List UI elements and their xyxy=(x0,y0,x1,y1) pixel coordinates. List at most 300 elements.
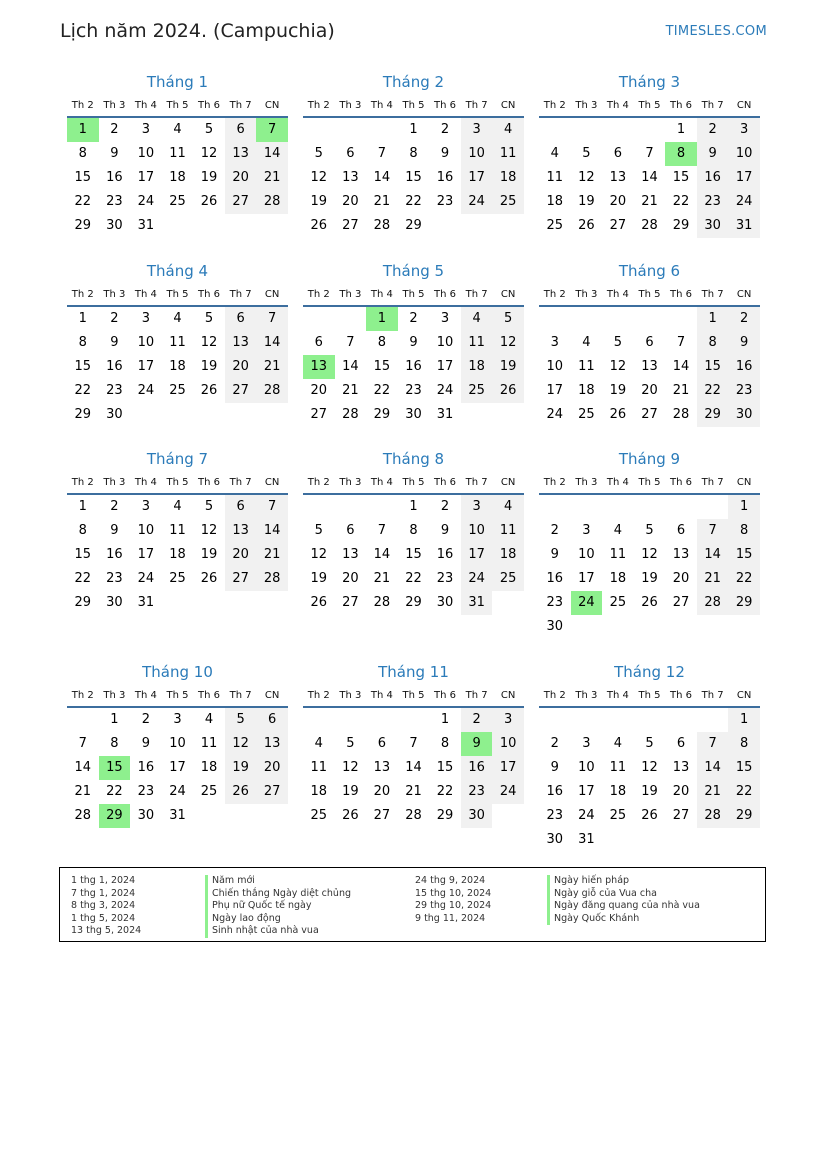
day-cell[interactable]: 20 xyxy=(609,194,627,209)
day-cell[interactable]: 14 xyxy=(373,547,391,562)
day-cell[interactable]: 29 xyxy=(74,595,92,610)
day-cell[interactable]: 1 xyxy=(78,499,87,514)
day-cell[interactable]: 24 xyxy=(492,780,524,804)
day-cell[interactable]: 10 xyxy=(137,146,155,161)
day-cell[interactable]: 22 xyxy=(106,784,123,799)
day-cell[interactable]: 12 xyxy=(310,547,328,562)
day-cell[interactable]: 3 xyxy=(461,495,493,519)
day-cell[interactable]: 8 xyxy=(110,736,119,751)
day-cell[interactable]: 18 xyxy=(169,359,186,374)
day-cell[interactable]: 4 xyxy=(613,736,623,751)
day-cell[interactable]: 29 xyxy=(728,804,760,828)
day-cell[interactable]: 27 xyxy=(373,808,391,823)
day-cell[interactable]: 22 xyxy=(697,379,729,403)
day-cell[interactable]: 28 xyxy=(373,595,391,610)
day-cell[interactable]: 1 xyxy=(728,495,760,519)
day-cell[interactable]: 24 xyxy=(578,808,595,823)
day-cell[interactable]: 9 xyxy=(110,146,119,161)
day-cell[interactable]: 24 xyxy=(728,190,760,214)
day-cell[interactable]: 13 xyxy=(373,760,391,775)
day-cell[interactable]: 14 xyxy=(342,359,359,374)
day-cell[interactable]: 15 xyxy=(728,543,760,567)
day-cell[interactable]: 23 xyxy=(106,571,123,586)
day-cell[interactable]: 24 xyxy=(461,190,493,214)
day-cell[interactable]: 21 xyxy=(256,543,288,567)
day-cell[interactable]: 5 xyxy=(645,523,654,538)
day-cell[interactable]: 22 xyxy=(728,567,760,591)
day-cell[interactable]: 1 xyxy=(409,499,418,514)
day-cell[interactable]: 27 xyxy=(609,218,627,233)
holiday-day-cell[interactable]: 7 xyxy=(256,118,288,142)
day-cell[interactable]: 8 xyxy=(377,335,387,350)
day-cell[interactable]: 30 xyxy=(436,595,454,610)
day-cell[interactable]: 23 xyxy=(405,383,422,398)
day-cell[interactable]: 21 xyxy=(342,383,359,398)
day-cell[interactable]: 26 xyxy=(578,218,595,233)
day-cell[interactable]: 27 xyxy=(672,595,690,610)
day-cell[interactable]: 6 xyxy=(613,146,623,161)
day-cell[interactable]: 23 xyxy=(436,571,454,586)
day-cell[interactable]: 31 xyxy=(137,218,155,233)
day-cell[interactable]: 26 xyxy=(200,383,218,398)
day-cell[interactable]: 26 xyxy=(200,194,218,209)
day-cell[interactable]: 1 xyxy=(728,708,760,732)
day-cell[interactable]: 29 xyxy=(436,808,454,823)
day-cell[interactable]: 25 xyxy=(578,407,595,422)
day-cell[interactable]: 1 xyxy=(676,122,686,137)
day-cell[interactable]: 1 xyxy=(409,122,418,137)
day-cell[interactable]: 6 xyxy=(314,335,323,350)
day-cell[interactable]: 24 xyxy=(436,383,454,398)
day-cell[interactable]: 30 xyxy=(546,832,564,847)
day-cell[interactable]: 15 xyxy=(728,756,760,780)
day-cell[interactable]: 15 xyxy=(74,170,92,185)
day-cell[interactable]: 2 xyxy=(110,499,119,514)
day-cell[interactable]: 2 xyxy=(440,499,450,514)
day-cell[interactable]: 22 xyxy=(373,383,391,398)
day-cell[interactable]: 12 xyxy=(200,146,218,161)
day-cell[interactable]: 6 xyxy=(676,523,686,538)
day-cell[interactable]: 25 xyxy=(492,567,524,591)
day-cell[interactable]: 20 xyxy=(225,166,257,190)
day-cell[interactable]: 28 xyxy=(697,591,729,615)
day-cell[interactable]: 9 xyxy=(440,146,450,161)
day-cell[interactable]: 16 xyxy=(546,571,564,586)
day-cell[interactable]: 13 xyxy=(672,547,690,562)
day-cell[interactable]: 28 xyxy=(697,804,729,828)
day-cell[interactable]: 10 xyxy=(169,736,186,751)
day-cell[interactable]: 18 xyxy=(609,784,627,799)
day-cell[interactable]: 8 xyxy=(440,736,450,751)
day-cell[interactable]: 3 xyxy=(440,311,450,326)
day-cell[interactable]: 17 xyxy=(461,543,493,567)
day-cell[interactable]: 8 xyxy=(78,523,87,538)
day-cell[interactable]: 3 xyxy=(492,708,524,732)
day-cell[interactable]: 17 xyxy=(137,547,155,562)
day-cell[interactable]: 9 xyxy=(409,335,418,350)
day-cell[interactable]: 7 xyxy=(377,523,387,538)
day-cell[interactable]: 26 xyxy=(492,379,524,403)
day-cell[interactable]: 14 xyxy=(697,543,729,567)
day-cell[interactable]: 18 xyxy=(169,170,186,185)
day-cell[interactable]: 13 xyxy=(225,142,257,166)
day-cell[interactable]: 11 xyxy=(578,359,595,374)
day-cell[interactable]: 3 xyxy=(173,712,182,727)
day-cell[interactable]: 22 xyxy=(74,383,92,398)
day-cell[interactable]: 31 xyxy=(169,808,186,823)
day-cell[interactable]: 24 xyxy=(137,383,155,398)
day-cell[interactable]: 3 xyxy=(582,523,591,538)
day-cell[interactable]: 7 xyxy=(676,335,686,350)
day-cell[interactable]: 22 xyxy=(405,571,422,586)
day-cell[interactable]: 11 xyxy=(200,736,218,751)
day-cell[interactable]: 10 xyxy=(728,142,760,166)
day-cell[interactable]: 5 xyxy=(225,708,257,732)
day-cell[interactable]: 11 xyxy=(461,331,493,355)
day-cell[interactable]: 5 xyxy=(492,307,524,331)
day-cell[interactable]: 13 xyxy=(225,519,257,543)
day-cell[interactable]: 8 xyxy=(78,335,87,350)
day-cell[interactable]: 4 xyxy=(613,523,623,538)
day-cell[interactable]: 9 xyxy=(110,523,119,538)
day-cell[interactable]: 19 xyxy=(609,383,627,398)
day-cell[interactable]: 25 xyxy=(461,379,493,403)
day-cell[interactable]: 6 xyxy=(225,307,257,331)
day-cell[interactable]: 16 xyxy=(546,784,564,799)
day-cell[interactable]: 21 xyxy=(373,194,391,209)
holiday-day-cell[interactable]: 29 xyxy=(99,804,131,828)
day-cell[interactable]: 25 xyxy=(492,190,524,214)
day-cell[interactable]: 14 xyxy=(256,519,288,543)
day-cell[interactable]: 18 xyxy=(169,547,186,562)
day-cell[interactable]: 29 xyxy=(405,595,422,610)
day-cell[interactable]: 13 xyxy=(641,359,658,374)
day-cell[interactable]: 17 xyxy=(436,359,454,374)
day-cell[interactable]: 27 xyxy=(641,407,658,422)
day-cell[interactable]: 12 xyxy=(200,335,218,350)
day-cell[interactable]: 19 xyxy=(310,194,328,209)
day-cell[interactable]: 14 xyxy=(256,142,288,166)
day-cell[interactable]: 4 xyxy=(314,736,323,751)
day-cell[interactable]: 3 xyxy=(582,736,591,751)
day-cell[interactable]: 24 xyxy=(137,571,155,586)
day-cell[interactable]: 23 xyxy=(461,780,493,804)
holiday-day-cell[interactable]: 1 xyxy=(366,307,398,331)
day-cell[interactable]: 21 xyxy=(641,194,658,209)
day-cell[interactable]: 4 xyxy=(492,118,524,142)
day-cell[interactable]: 2 xyxy=(141,712,151,727)
day-cell[interactable]: 7 xyxy=(256,495,288,519)
holiday-day-cell[interactable]: 24 xyxy=(571,591,603,615)
day-cell[interactable]: 8 xyxy=(697,331,729,355)
day-cell[interactable]: 14 xyxy=(405,760,422,775)
day-cell[interactable]: 16 xyxy=(436,170,454,185)
day-cell[interactable]: 22 xyxy=(74,571,92,586)
day-cell[interactable]: 19 xyxy=(641,784,658,799)
day-cell[interactable]: 20 xyxy=(373,784,391,799)
day-cell[interactable]: 5 xyxy=(346,736,355,751)
day-cell[interactable]: 3 xyxy=(141,122,151,137)
holiday-day-cell[interactable]: 13 xyxy=(303,355,335,379)
day-cell[interactable]: 21 xyxy=(373,571,391,586)
day-cell[interactable]: 13 xyxy=(609,170,627,185)
day-cell[interactable]: 20 xyxy=(641,383,658,398)
day-cell[interactable]: 30 xyxy=(546,619,564,634)
day-cell[interactable]: 15 xyxy=(74,547,92,562)
day-cell[interactable]: 20 xyxy=(310,383,328,398)
day-cell[interactable]: 10 xyxy=(578,760,595,775)
day-cell[interactable]: 28 xyxy=(74,808,92,823)
day-cell[interactable]: 4 xyxy=(492,495,524,519)
day-cell[interactable]: 17 xyxy=(137,359,155,374)
day-cell[interactable]: 12 xyxy=(578,170,595,185)
day-cell[interactable]: 1 xyxy=(697,307,729,331)
day-cell[interactable]: 14 xyxy=(672,359,690,374)
holiday-day-cell[interactable]: 9 xyxy=(461,732,493,756)
day-cell[interactable]: 26 xyxy=(310,595,328,610)
day-cell[interactable]: 16 xyxy=(697,166,729,190)
day-cell[interactable]: 28 xyxy=(672,407,690,422)
day-cell[interactable]: 21 xyxy=(405,784,422,799)
day-cell[interactable]: 16 xyxy=(106,547,123,562)
day-cell[interactable]: 24 xyxy=(546,407,564,422)
day-cell[interactable]: 11 xyxy=(492,519,524,543)
day-cell[interactable]: 29 xyxy=(373,407,391,422)
day-cell[interactable]: 7 xyxy=(645,146,654,161)
day-cell[interactable]: 11 xyxy=(310,760,328,775)
day-cell[interactable]: 29 xyxy=(697,403,729,427)
day-cell[interactable]: 12 xyxy=(641,760,658,775)
day-cell[interactable]: 30 xyxy=(106,595,123,610)
day-cell[interactable]: 1 xyxy=(110,712,119,727)
day-cell[interactable]: 15 xyxy=(74,359,92,374)
day-cell[interactable]: 13 xyxy=(342,547,359,562)
day-cell[interactable]: 27 xyxy=(225,379,257,403)
day-cell[interactable]: 7 xyxy=(78,736,87,751)
day-cell[interactable]: 6 xyxy=(225,495,257,519)
day-cell[interactable]: 5 xyxy=(582,146,591,161)
day-cell[interactable]: 8 xyxy=(728,732,760,756)
day-cell[interactable]: 16 xyxy=(137,760,155,775)
day-cell[interactable]: 25 xyxy=(200,784,218,799)
day-cell[interactable]: 30 xyxy=(137,808,155,823)
day-cell[interactable]: 7 xyxy=(409,736,418,751)
day-cell[interactable]: 19 xyxy=(641,571,658,586)
day-cell[interactable]: 2 xyxy=(550,736,559,751)
day-cell[interactable]: 13 xyxy=(225,331,257,355)
day-cell[interactable]: 2 xyxy=(728,307,760,331)
day-cell[interactable]: 22 xyxy=(74,194,92,209)
day-cell[interactable]: 11 xyxy=(169,146,186,161)
day-cell[interactable]: 9 xyxy=(110,335,119,350)
day-cell[interactable]: 27 xyxy=(342,595,359,610)
day-cell[interactable]: 10 xyxy=(461,519,493,543)
day-cell[interactable]: 8 xyxy=(78,146,87,161)
day-cell[interactable]: 12 xyxy=(641,547,658,562)
day-cell[interactable]: 2 xyxy=(409,311,418,326)
day-cell[interactable]: 13 xyxy=(672,760,690,775)
day-cell[interactable]: 20 xyxy=(342,194,359,209)
day-cell[interactable]: 22 xyxy=(405,194,422,209)
day-cell[interactable]: 14 xyxy=(373,170,391,185)
day-cell[interactable]: 2 xyxy=(440,122,450,137)
day-cell[interactable]: 18 xyxy=(492,166,524,190)
day-cell[interactable]: 19 xyxy=(492,355,524,379)
day-cell[interactable]: 5 xyxy=(645,736,654,751)
holiday-day-cell[interactable]: 15 xyxy=(99,756,131,780)
day-cell[interactable]: 19 xyxy=(200,170,218,185)
day-cell[interactable]: 3 xyxy=(461,118,493,142)
day-cell[interactable]: 6 xyxy=(225,118,257,142)
day-cell[interactable]: 19 xyxy=(342,784,359,799)
day-cell[interactable]: 23 xyxy=(106,383,123,398)
day-cell[interactable]: 4 xyxy=(550,146,559,161)
day-cell[interactable]: 23 xyxy=(728,379,760,403)
day-cell[interactable]: 17 xyxy=(578,571,595,586)
day-cell[interactable]: 28 xyxy=(641,218,658,233)
day-cell[interactable]: 1 xyxy=(78,311,87,326)
day-cell[interactable]: 25 xyxy=(609,808,627,823)
day-cell[interactable]: 6 xyxy=(346,146,355,161)
day-cell[interactable]: 14 xyxy=(641,170,658,185)
day-cell[interactable]: 2 xyxy=(461,708,493,732)
day-cell[interactable]: 5 xyxy=(314,146,323,161)
day-cell[interactable]: 15 xyxy=(672,170,690,185)
day-cell[interactable]: 18 xyxy=(546,194,564,209)
day-cell[interactable]: 11 xyxy=(169,523,186,538)
day-cell[interactable]: 19 xyxy=(200,547,218,562)
day-cell[interactable]: 2 xyxy=(110,122,119,137)
day-cell[interactable]: 25 xyxy=(609,595,627,610)
day-cell[interactable]: 18 xyxy=(200,760,218,775)
day-cell[interactable]: 19 xyxy=(310,571,328,586)
day-cell[interactable]: 18 xyxy=(310,784,328,799)
day-cell[interactable]: 13 xyxy=(256,732,288,756)
day-cell[interactable]: 31 xyxy=(728,214,760,238)
day-cell[interactable]: 17 xyxy=(546,383,564,398)
day-cell[interactable]: 30 xyxy=(728,403,760,427)
day-cell[interactable]: 4 xyxy=(204,712,214,727)
day-cell[interactable]: 30 xyxy=(106,218,123,233)
day-cell[interactable]: 20 xyxy=(672,571,690,586)
day-cell[interactable]: 3 xyxy=(550,335,559,350)
day-cell[interactable]: 14 xyxy=(697,756,729,780)
day-cell[interactable]: 8 xyxy=(728,519,760,543)
day-cell[interactable]: 2 xyxy=(697,118,729,142)
day-cell[interactable]: 12 xyxy=(342,760,359,775)
day-cell[interactable]: 17 xyxy=(492,756,524,780)
day-cell[interactable]: 6 xyxy=(645,335,654,350)
day-cell[interactable]: 30 xyxy=(461,804,493,828)
day-cell[interactable]: 4 xyxy=(173,499,182,514)
day-cell[interactable]: 12 xyxy=(225,732,257,756)
day-cell[interactable]: 29 xyxy=(672,218,690,233)
day-cell[interactable]: 10 xyxy=(578,547,595,562)
day-cell[interactable]: 4 xyxy=(173,311,182,326)
day-cell[interactable]: 21 xyxy=(672,383,690,398)
day-cell[interactable]: 10 xyxy=(137,523,155,538)
day-cell[interactable]: 7 xyxy=(377,146,387,161)
day-cell[interactable]: 30 xyxy=(106,407,123,422)
day-cell[interactable]: 21 xyxy=(256,166,288,190)
day-cell[interactable]: 19 xyxy=(225,756,257,780)
day-cell[interactable]: 14 xyxy=(74,760,92,775)
day-cell[interactable]: 21 xyxy=(697,567,729,591)
day-cell[interactable]: 8 xyxy=(409,146,418,161)
day-cell[interactable]: 2 xyxy=(550,523,559,538)
day-cell[interactable]: 15 xyxy=(373,359,391,374)
day-cell[interactable]: 27 xyxy=(672,808,690,823)
day-cell[interactable]: 23 xyxy=(546,808,564,823)
day-cell[interactable]: 22 xyxy=(436,784,454,799)
day-cell[interactable]: 3 xyxy=(141,499,151,514)
day-cell[interactable]: 17 xyxy=(169,760,186,775)
day-cell[interactable]: 3 xyxy=(141,311,151,326)
day-cell[interactable]: 29 xyxy=(728,591,760,615)
day-cell[interactable]: 16 xyxy=(106,170,123,185)
day-cell[interactable]: 11 xyxy=(546,170,564,185)
day-cell[interactable]: 5 xyxy=(613,335,623,350)
day-cell[interactable]: 29 xyxy=(74,218,92,233)
day-cell[interactable]: 21 xyxy=(74,784,92,799)
day-cell[interactable]: 20 xyxy=(342,571,359,586)
day-cell[interactable]: 18 xyxy=(609,571,627,586)
day-cell[interactable]: 4 xyxy=(582,335,591,350)
day-cell[interactable]: 5 xyxy=(204,499,214,514)
day-cell[interactable]: 8 xyxy=(409,523,418,538)
day-cell[interactable]: 26 xyxy=(342,808,359,823)
day-cell[interactable]: 23 xyxy=(137,784,155,799)
day-cell[interactable]: 25 xyxy=(169,194,186,209)
day-cell[interactable]: 12 xyxy=(609,359,627,374)
day-cell[interactable]: 23 xyxy=(106,194,123,209)
day-cell[interactable]: 10 xyxy=(436,335,454,350)
day-cell[interactable]: 5 xyxy=(204,122,214,137)
day-cell[interactable]: 11 xyxy=(609,760,627,775)
day-cell[interactable]: 17 xyxy=(728,166,760,190)
day-cell[interactable]: 15 xyxy=(405,547,422,562)
day-cell[interactable]: 4 xyxy=(461,307,493,331)
day-cell[interactable]: 5 xyxy=(204,311,214,326)
day-cell[interactable]: 4 xyxy=(173,122,182,137)
day-cell[interactable]: 10 xyxy=(461,142,493,166)
day-cell[interactable]: 2 xyxy=(110,311,119,326)
day-cell[interactable]: 28 xyxy=(405,808,422,823)
day-cell[interactable]: 16 xyxy=(728,355,760,379)
day-cell[interactable]: 31 xyxy=(436,407,454,422)
day-cell[interactable]: 26 xyxy=(641,808,658,823)
day-cell[interactable]: 7 xyxy=(256,307,288,331)
day-cell[interactable]: 17 xyxy=(137,170,155,185)
day-cell[interactable]: 27 xyxy=(342,218,359,233)
day-cell[interactable]: 11 xyxy=(609,547,627,562)
day-cell[interactable]: 25 xyxy=(169,383,186,398)
day-cell[interactable]: 28 xyxy=(342,407,359,422)
day-cell[interactable]: 9 xyxy=(550,760,559,775)
day-cell[interactable]: 5 xyxy=(314,523,323,538)
site-link[interactable]: TIMESLES.COM xyxy=(665,24,767,39)
day-cell[interactable]: 7 xyxy=(346,335,355,350)
day-cell[interactable]: 22 xyxy=(672,194,690,209)
day-cell[interactable]: 21 xyxy=(697,780,729,804)
day-cell[interactable]: 6 xyxy=(346,523,355,538)
day-cell[interactable]: 9 xyxy=(697,142,729,166)
day-cell[interactable]: 7 xyxy=(697,519,729,543)
day-cell[interactable]: 9 xyxy=(550,547,559,562)
day-cell[interactable]: 28 xyxy=(256,190,288,214)
day-cell[interactable]: 19 xyxy=(200,359,218,374)
day-cell[interactable]: 26 xyxy=(225,780,257,804)
